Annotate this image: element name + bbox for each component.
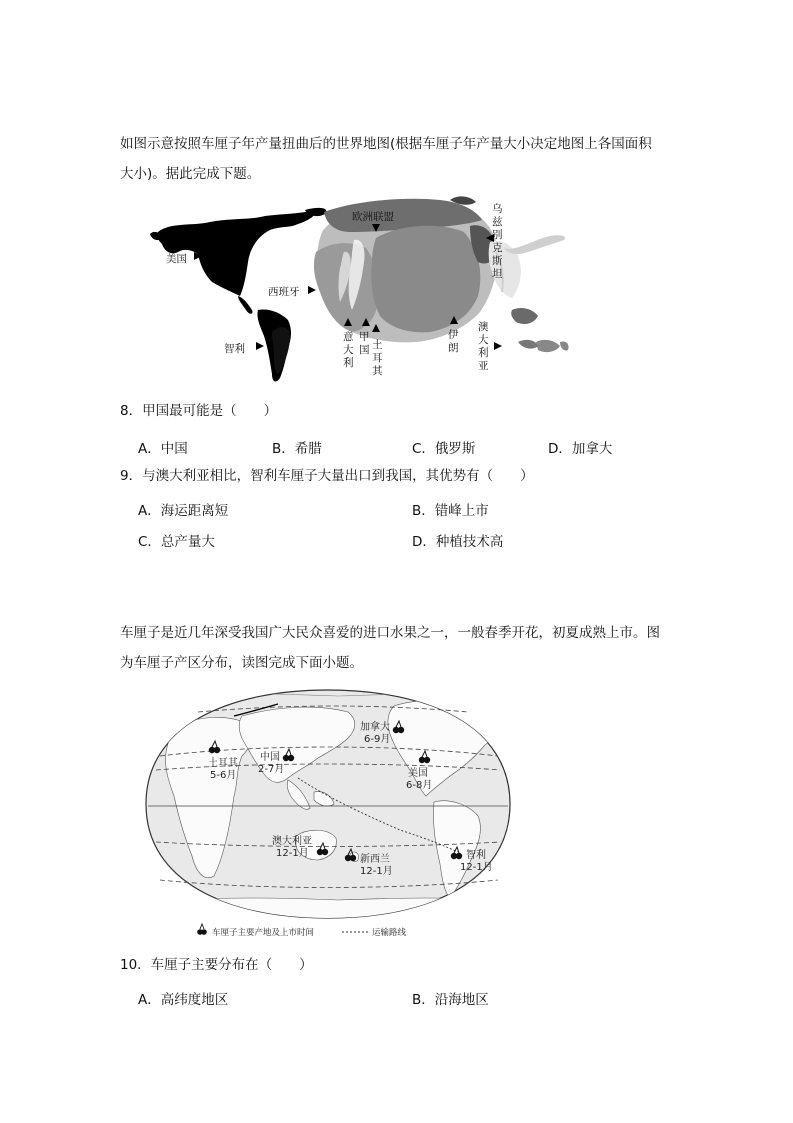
newzealand-months: 12-1月 <box>360 866 393 877</box>
iran-label <box>448 328 459 354</box>
newzealand-name: 新西兰 <box>360 854 390 865</box>
intro1-line1: 如图示意按照车厘子年产量扭曲后的世界地图(根据车厘子年产量大小决定地图上各国面积 <box>120 136 652 152</box>
usa-label: 美国 <box>166 253 187 265</box>
q9-option-a[interactable]: A．海运距离短 <box>138 503 229 519</box>
intro2-line1: 车厘子是近几年深受我国广大民众喜爱的进口水果之一，一般春季开花，初夏成熟上市。图 <box>120 625 660 641</box>
q10-stem: 10．车厘子主要分布在（ ） <box>120 957 313 973</box>
svg-text:克: 克 <box>492 242 503 254</box>
svg-text:朗: 朗 <box>448 342 459 354</box>
chile-label: 智利 <box>224 343 245 355</box>
q8-option-b[interactable]: B．希腊 <box>272 441 322 457</box>
svg-text:大: 大 <box>478 334 489 346</box>
svg-text:国: 国 <box>359 344 370 356</box>
q8-stem: 8．甲国最可能是（ ） <box>120 403 278 419</box>
svg-text:意: 意 <box>343 331 354 343</box>
turkey-name: 土耳其 <box>208 758 238 769</box>
q9-stem: 9．与澳大利亚相比，智利车厘子大量出口到我国，其优势有（ ） <box>120 468 534 484</box>
svg-text:亚: 亚 <box>478 360 489 372</box>
australia-arrow <box>494 342 502 350</box>
svg-text:乌: 乌 <box>492 203 503 215</box>
legend-route-label: 运输路线 <box>372 928 407 938</box>
q8-option-a[interactable]: A．中国 <box>138 441 188 457</box>
turkey-label <box>372 338 383 377</box>
chile-name: 智利 <box>466 850 486 861</box>
intro1-line2: 大小)。据此完成下题。 <box>120 166 261 182</box>
china-name: 中国 <box>260 752 280 763</box>
svg-text:兹: 兹 <box>492 216 503 228</box>
turkey-months: 5-6月 <box>210 770 237 781</box>
legend <box>197 924 406 938</box>
australia-label <box>478 320 489 372</box>
cherry-legend-icon <box>197 924 207 935</box>
svg-text:土: 土 <box>372 339 383 351</box>
usa-months: 6-8月 <box>406 780 433 791</box>
q9-option-b[interactable]: B．错峰上市 <box>412 503 489 519</box>
q10-option-b[interactable]: B．沿海地区 <box>412 992 489 1008</box>
svg-text:甲: 甲 <box>359 331 370 343</box>
q10-option-a[interactable]: A．高纬度地区 <box>138 992 229 1008</box>
chile-arrow <box>256 342 264 350</box>
q9-option-d[interactable]: D．种植技术高 <box>412 534 504 550</box>
svg-text:利: 利 <box>343 357 354 369</box>
q9-option-c[interactable]: C．总产量大 <box>138 534 215 550</box>
eu-label: 欧洲联盟 <box>352 211 394 223</box>
svg-text:斯: 斯 <box>492 255 503 267</box>
italy-label <box>343 331 354 369</box>
world-production-map <box>138 686 518 942</box>
canada-months: 6-9月 <box>364 734 391 745</box>
svg-text:利: 利 <box>478 347 489 359</box>
antarctica-shape <box>158 898 508 926</box>
svg-text:其: 其 <box>372 365 383 377</box>
australia-months: 12-1月 <box>276 848 309 859</box>
china-months: 2-7月 <box>258 764 285 775</box>
svg-text:大: 大 <box>343 344 354 356</box>
q8-option-c[interactable]: C．俄罗斯 <box>412 441 476 457</box>
svg-text:别: 别 <box>492 229 503 241</box>
intro2-line2: 为车厘子产区分布，读图完成下面小题。 <box>120 655 363 671</box>
svg-text:澳: 澳 <box>478 321 489 333</box>
chile-months: 12-1月 <box>460 862 493 873</box>
usa-name: 美国 <box>408 768 428 779</box>
legend-producer-label: 车厘子主要产地及上市时间 <box>212 928 315 938</box>
q8-option-d[interactable]: D．加拿大 <box>548 441 613 457</box>
australia-name: 澳大利亚 <box>272 836 312 847</box>
spain-label: 西班牙 <box>268 286 300 298</box>
jia-label <box>359 331 370 356</box>
svg-text:伊: 伊 <box>448 329 459 341</box>
spain-arrow <box>308 286 316 294</box>
cartogram-map <box>140 192 580 392</box>
svg-text:耳: 耳 <box>372 352 383 364</box>
svg-text:坦: 坦 <box>492 268 503 280</box>
canada-name: 加拿大 <box>360 722 390 733</box>
